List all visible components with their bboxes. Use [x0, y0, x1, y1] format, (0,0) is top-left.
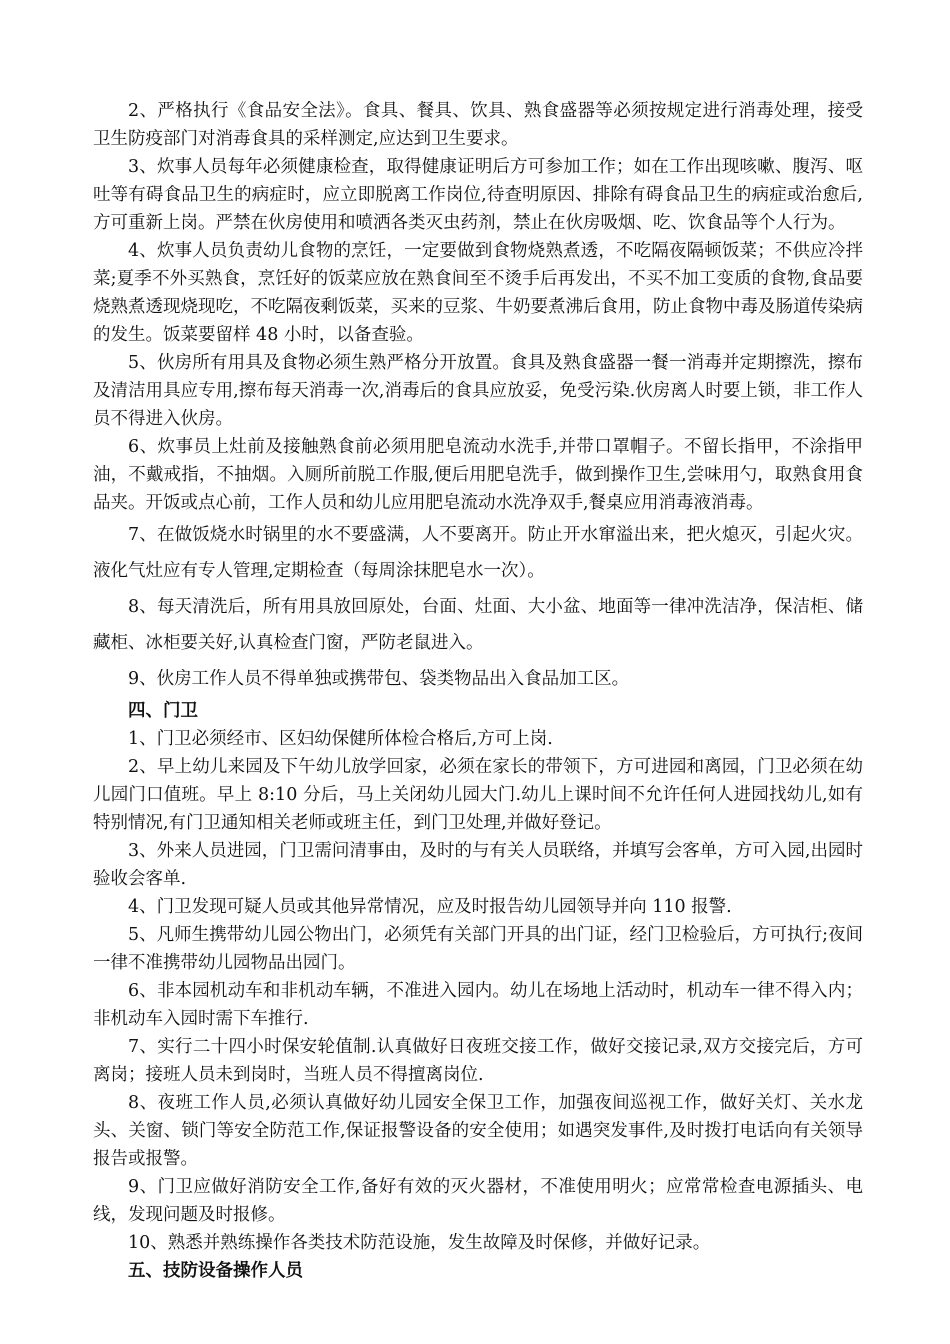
- gatekeeper-item: 9、门卫应做好消防安全工作,备好有效的灭火器材，不准使用明火；应常常检查电源插头、电线，发现问题及时报修。: [93, 1177, 863, 1225]
- gatekeeper-item: 7、实行二十四小时保安轮值制.认真做好日夜班交接工作，做好交接记录,双方交接完后，方可离岗；接班人员未到岗时，当班人员不得擅离岗位.: [93, 1037, 863, 1085]
- paragraph-3: 3、炊事人员每年必须健康检查，取得健康证明后方可参加工作；如在工作出现咳嗽、腹泻、呕吐等有碍食品卫生的病症时，应立即脱离工作岗位,待查明原因、排除有碍食品卫生的病症或治愈后,方可重新上岗。严禁在伙房使用和喷洒各类灭虫药剂，禁止在伙房吸烟、吃、饮食品等个人行为。: [93, 157, 863, 233]
- gatekeeper-item: 8、夜班工作人员,必须认真做好幼儿园安全保卫工作，加强夜间巡视工作，做好关灯、关水龙头、关窗、锁门等安全防范工作,保证报警设备的安全使用；如遇突发事件,及时拨打电话向有关领导报告或报警。: [93, 1093, 863, 1169]
- paragraph-9: 9、伙房工作人员不得单独或携带包、袋类物品出入食品加工区。: [128, 669, 630, 689]
- paragraph-4: 4、炊事人员负责幼儿食物的烹饪，一定要做到食物烧熟煮透，不吃隔夜隔顿饭菜；不供应冷拌菜;夏季不外买熟食，烹饪好的饭菜应放在熟食间至不烫手后再发出，不买不加工变质的食物,食品要烧熟煮透现烧现吃，不吃隔夜剩饭菜，买来的豆浆、牛奶要煮沸后食用，防止食物中毒及肠道传染病的发生。饭菜要留样 48 小时，以备查验。: [93, 241, 863, 345]
- document-body: [93, 97, 863, 1285]
- gatekeeper-item: 3、外来人员进园，门卫需问清事由，及时的与有关人员联络，并填写会客单，方可入园,出园时验收会客单.: [93, 841, 863, 889]
- gatekeeper-item: 10、熟悉并熟练操作各类技术防范设施，发生故障及时保修，并做好记录。: [128, 1233, 711, 1253]
- paragraph-2: 2、严格执行《食品安全法》。食具、餐具、饮具、熟食盛器等必须按规定进行消毒处理，接受卫生防疫部门对消毒食具的采样测定,应达到卫生要求。: [93, 101, 863, 149]
- gatekeeper-item: 5、凡师生携带幼儿园公物出门，必须凭有关部门开具的出门证，经门卫检验后，方可执行;夜间一律不准携带幼儿园物品出园门。: [93, 925, 863, 973]
- paragraph-8: 8、每天清洗后，所有用具放回原处，台面、灶面、大小盆、地面等一律冲洗洁净，保洁柜、储藏柜、冰柜要关好,认真检查门窗，严防老鼠进入。: [93, 597, 863, 653]
- section-heading-gatekeeper: 四、门卫: [128, 701, 198, 721]
- paragraph-5: 5、伙房所有用具及食物必须生熟严格分开放置。食具及熟食盛器一餐一消毒并定期擦洗，擦布及清洁用具应专用,擦布每天消毒一次,消毒后的食具应放妥，免受污染.伙房离人时要上锁，非工作人员不得进入伙房。: [93, 353, 863, 429]
- gatekeeper-item: 4、门卫发现可疑人员或其他异常情况，应及时报告幼儿园领导并向 110 报警.: [128, 897, 732, 917]
- paragraph-6: 6、炊事员上灶前及接触熟食前必须用肥皂流动水洗手,并带口罩帽子。不留长指甲，不涂指甲油，不戴戒指，不抽烟。入厕所前脱工作服,便后用肥皂洗手，做到操作卫生,尝味用勺，取熟食用食品夹。开饭或点心前，工作人员和幼儿应用肥皂流动水洗净双手,餐桌应用消毒液消毒。: [93, 437, 863, 513]
- gatekeeper-item: 6、非本园机动车和非机动车辆，不准进入园内。幼儿在场地上活动时，机动车一律不得入内；非机动车入园时需下车推行.: [93, 981, 863, 1029]
- gatekeeper-item: 1、门卫必须经市、区妇幼保健所体检合格后,方可上岗.: [128, 729, 553, 749]
- gatekeeper-item: 2、早上幼儿来园及下午幼儿放学回家，必须在家长的带领下，方可进园和离园，门卫必须在幼儿园门口值班。早上 8:10 分后，马上关闭幼儿园大门.幼儿上课时间不允许任何人进园找幼儿,如有特别情况,有门卫通知相关老师或班主任，到门卫处理,并做好登记。: [93, 757, 863, 833]
- section-heading-security-equipment: 五、技防设备操作人员: [128, 1261, 303, 1281]
- paragraph-7: 7、在做饭烧水时锅里的水不要盛满，人不要离开。防止开水窜溢出来，把火熄灭，引起火灾。液化气灶应有专人管理,定期检查（每周涂抹肥皂水一次）。: [93, 525, 863, 581]
